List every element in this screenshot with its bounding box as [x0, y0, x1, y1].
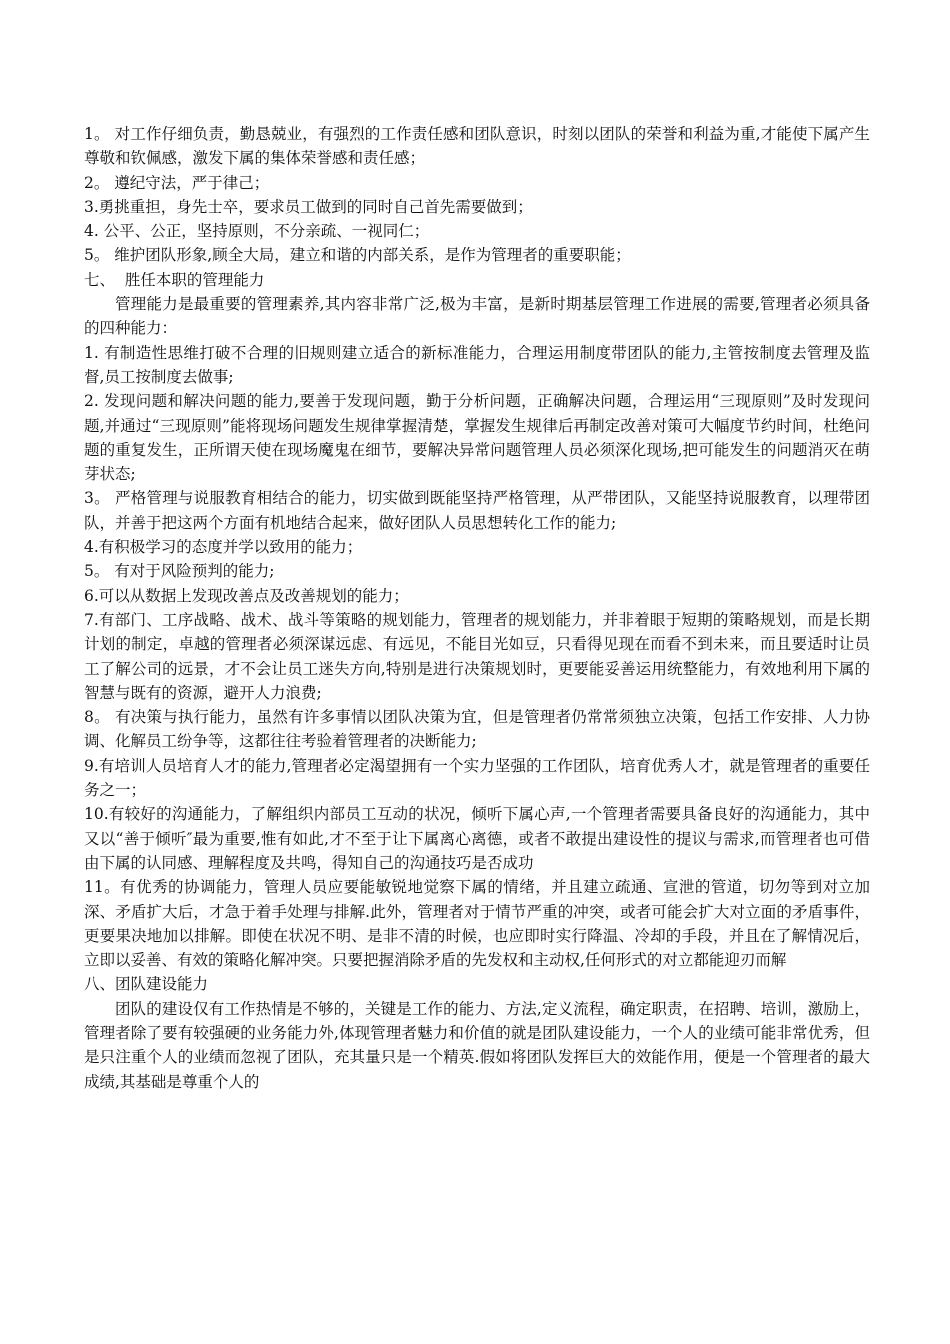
list-item: 6.可以从数据上发现改善点及改善规划的能力； [84, 586, 409, 605]
list-item: 4. 公平、公正，坚持原则，不分亲疏、一视同仁； [84, 222, 430, 241]
list-item: 5。 维护团队形象,顾全大局，建立和谐的内部关系，是作为管理者的重要职能； [84, 246, 631, 265]
list-item: 1. 有制造性思维打破不合理的旧规则建立适合的新标准能力，合理运用制度带团队的能力,主管按制度去管理及监督,员工按制度去做事; [84, 343, 870, 386]
list-item: 10.有较好的沟通能力，了解组织内部员工互动的状况，倾听下属心声,一个管理者需要具备良好的沟通能力，其中又以“善于倾听″最为重要,惟有如此,才不至于让下属离心离德，或者不敢提出建设性的提议与需求,而管理者也可借由下属的认同感、理解程度及共鸣，得知自己的沟通技巧是否成功 [84, 805, 870, 872]
section-heading: 八、团队建设能力 [84, 975, 209, 994]
list-item: 8。 有决策与执行能力，虽然有许多事情以团队决策为宜，但是管理者仍常常须独立决策，包括工作安排、人力协调、化解员工纷争等，这都往往考验着管理者的决断能力; [84, 708, 870, 751]
document-body [84, 122, 870, 1094]
list-item: 3.勇挑重担，身先士卒，要求员工做到的同时自己首先需要做到； [84, 197, 533, 216]
list-item: 4.有积极学习的态度并学以致用的能力； [84, 538, 363, 557]
section-heading: 七、 胜任本职的管理能力 [84, 270, 265, 289]
body-paragraph: 团队的建设仅有工作热情是不够的，关键是工作的能力、方法,定义流程，确定职责，在招聘、培训，激励上，管理者除了要有较强硬的业务能力外,体现管理者魅力和价值的就是团队建设能力，一个人的业绩可能非常优秀，但是只注重个人的业绩而忽视了团队，充其量只是一个精英.假如将团队发挥巨大的效能作用，便是一个管理者的最大成绩,其基础是尊重个人的 [84, 999, 870, 1091]
list-item: 2。 遵纪守法，严于律己； [84, 173, 270, 192]
list-item: 9.有培训人员培育人才的能力,管理者必定渴望拥有一个实力坚强的工作团队，培育优秀人才，就是管理者的重要任务之一； [84, 756, 870, 800]
list-item: 1。 对工作仔细负责，勤恳兢业，有强烈的工作责任感和团队意识，时刻以团队的荣誉和利益为重,才能使下属产生尊敬和钦佩感，激发下属的集体荣誉感和责任感； [84, 125, 870, 168]
list-item: 3。 严格管理与说服教育相结合的能力，切实做到既能坚持严格管理，从严带团队，又能坚持说服教育，以理带团队，并善于把这两个方面有机地结合起来，做好团队人员思想转化工作的能力; [84, 489, 870, 532]
body-paragraph: 管理能力是最重要的管理素养,其内容非常广泛,极为丰富，是新时期基层管理工作进展的需要,管理者必须具备的四种能力： [84, 295, 870, 338]
list-item: 2. 发现问题和解决问题的能力,要善于发现问题，勤于分析问题，正确解决问题，合理运用“三现原则”及时发现问题,并通过“三现原则”能将现场问题发生规律掌握清楚，掌握发生规律后再制定改善对策可大幅度节约时间，杜绝问题的重复发生，正所谓天使在现场魔鬼在细节，要解决异常问题管理人员必须深化现场,把可能发生的问题消灭在萌芽状态; [84, 392, 870, 484]
list-item: 11。有优秀的协调能力，管理人员应要能敏锐地觉察下属的情绪，并且建立疏通、宣泄的管道，切勿等到对立加深、矛盾扩大后，才急于着手处理与排解.此外，管理者对于情节严重的冲突，或者可能会扩大对立面的矛盾事件，更要果决地加以排解。即使在状况不明、是非不清的时候，也应即时实行降温、冷却的手段，并且在了解情况后，立即以妥善、有效的策略化解冲突。只要把握消除矛盾的先发权和主动权,任何形式的对立都能迎刃而解 [84, 878, 870, 970]
list-item: 7.有部门、工序战略、战术、战斗等策略的规划能力，管理者的规划能力，并非着眼于短期的策略规划，而是长期计划的制定，卓越的管理者必须深谋远虑、有远见，不能目光如豆，只看得见现在而看不到未来，而且要适时让员工了解公司的远景，才不会让员工迷失方向,特别是进行决策规划时，更要能妥善运用统整能力，有效地利用下属的智慧与既有的资源，避开人力浪费; [84, 610, 870, 702]
list-item: 5。 有对于风险预判的能力; [84, 562, 275, 581]
